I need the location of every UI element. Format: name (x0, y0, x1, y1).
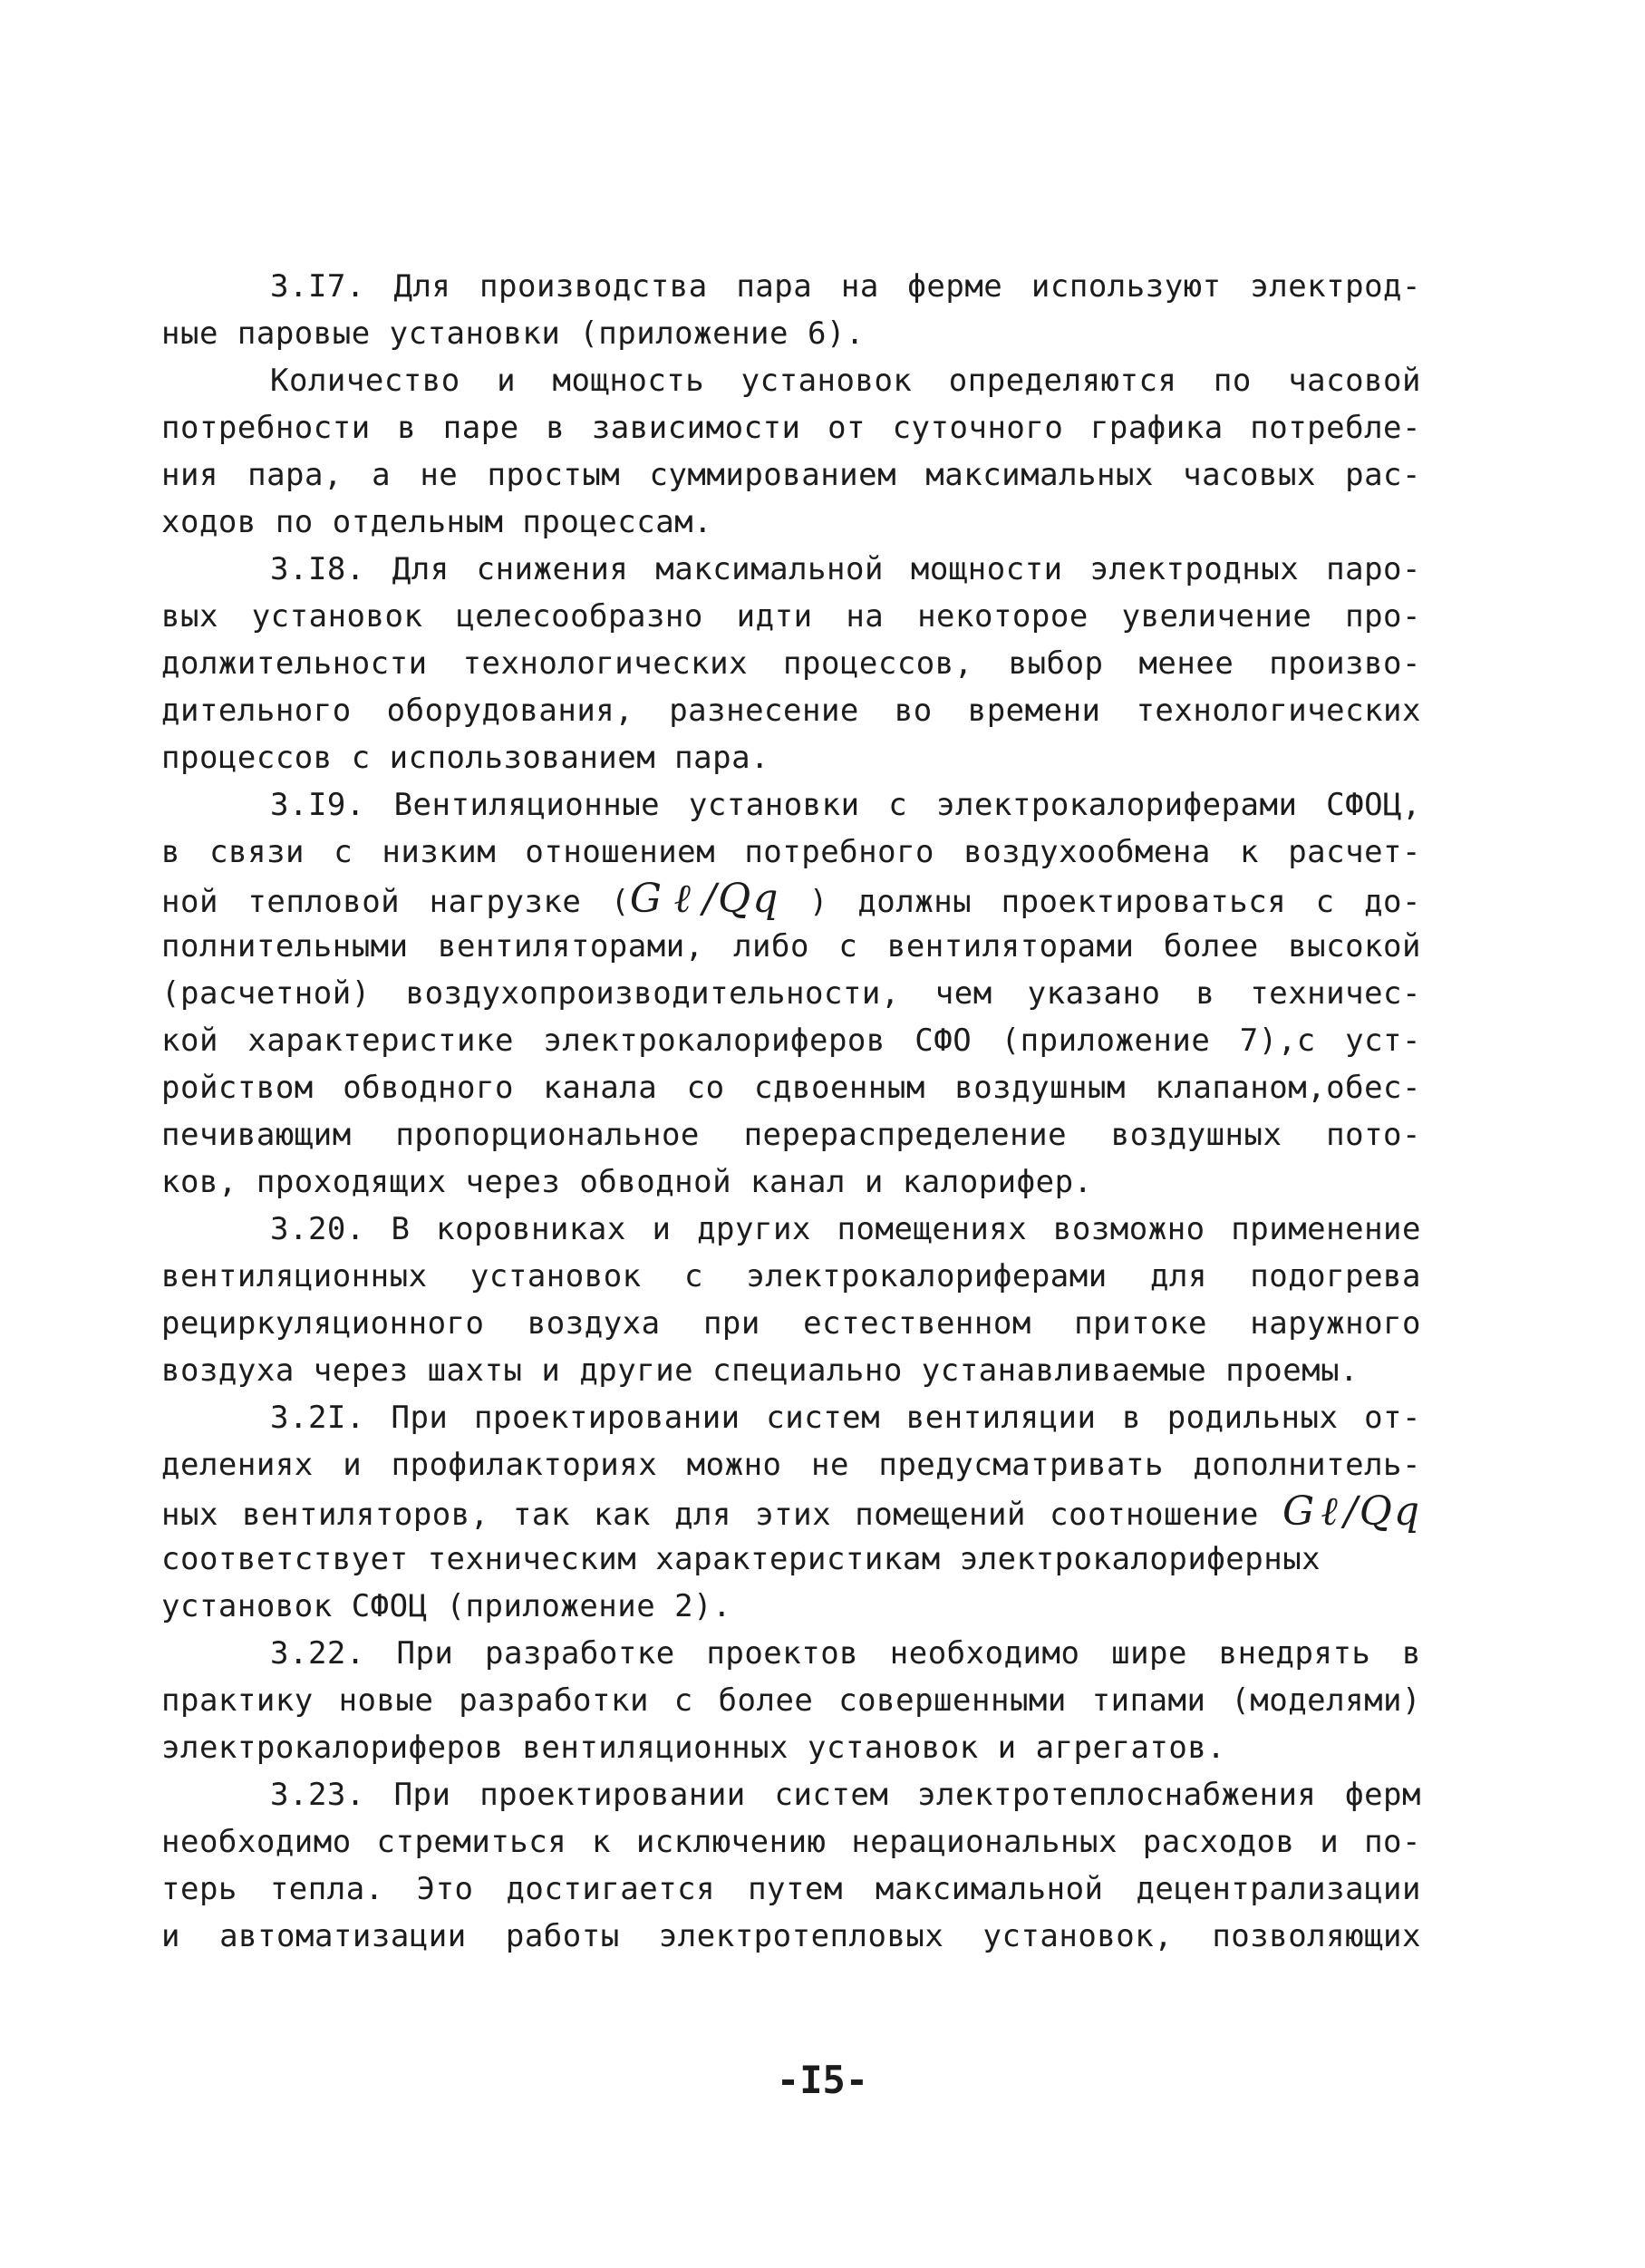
text-line-content: ходов по отдельным процессам. (161, 504, 713, 540)
text-line (161, 1158, 1421, 1206)
text-line-continuation: ) должны проектироваться с до- (779, 884, 1421, 920)
text-line (161, 546, 1421, 593)
text-line (161, 1111, 1421, 1158)
text-line-content: ные паровые установки (приложение 6). (161, 315, 865, 352)
text-line-content: ков, проходящих через обводной канал и калорифер. (161, 1164, 1093, 1200)
text-line-content: потребности в паре в зависимости от суточного графика потребле- (161, 410, 1421, 446)
text-line (161, 1300, 1421, 1347)
text-line-content: кой характеристике электрокалориферов СФО (приложение 7),с уст- (161, 1023, 1421, 1059)
text-line-content: 3.2I. При проектировании систем вентиляции в родильных от- (270, 1400, 1421, 1436)
text-line (161, 357, 1421, 404)
text-line-content: вых установок целесообразно идти на некоторое увеличение про- (161, 598, 1421, 635)
text-line (161, 263, 1421, 310)
text-line (161, 593, 1421, 640)
text-line-content: 3.I8. Для снижения максимальной мощности электродных паро- (270, 551, 1421, 587)
text-line (161, 1064, 1421, 1111)
text-line-content: ройством обводного канала со сдвоенным воздушным клапаном,обес- (161, 1070, 1421, 1106)
text-line (161, 970, 1421, 1017)
text-line-content: в связи с низким отношением потребного воздухообмена к расчет- (161, 834, 1421, 870)
text-line (161, 781, 1421, 829)
text-line (161, 1253, 1421, 1300)
text-line (161, 687, 1421, 734)
text-line-content: электрокалориферов вентиляционных установок и агрегатов. (161, 1730, 1226, 1766)
text-line (161, 1441, 1421, 1488)
text-line-content: Количество и мощность установок определяются по часовой (270, 363, 1421, 399)
text-line-content: ной тепловой нагрузке ( (161, 884, 630, 920)
text-line (161, 1488, 1421, 1536)
text-line-content: должительности технологических процессов, выбор менее произво- (161, 645, 1421, 682)
page-number: -I5- (776, 2058, 869, 2102)
text-line-content: полнительными вентиляторами, либо с вентиляторами более высокой (161, 928, 1421, 964)
text-line-content: вентиляционных установок с электрокалориферами для подогрева (161, 1258, 1421, 1294)
text-line (161, 1724, 1421, 1771)
text-line-content: воздуха через шахты и другие специально устанавливаемые проемы. (161, 1352, 1360, 1389)
text-line-content: ния пара, а не простым суммированием максимальных часовых рас- (161, 457, 1421, 493)
text-line-content: соответствует техническим характеристикам электрокалориферных (161, 1541, 1321, 1577)
text-line-content: необходимо стремиться к исключению нерациональных расходов и по- (161, 1824, 1421, 1860)
text-line (161, 1913, 1421, 1960)
text-line-content: делениях и профилакториях можно не предусматривать дополнитель- (161, 1447, 1421, 1483)
text-line (161, 923, 1421, 970)
text-line (161, 310, 1421, 357)
text-line-content: процессов с использованием пара. (161, 740, 770, 776)
text-line-content: дительного оборудования, разнесение во времени технологических (161, 693, 1421, 729)
text-line (161, 1677, 1421, 1724)
body-text (161, 263, 1421, 1960)
text-line-content: 3.22. При разработке проектов необходимо шире внедрять в (270, 1635, 1421, 1672)
text-line-content: установок СФОЦ (приложение 2). (161, 1588, 732, 1624)
text-line-content: рециркуляционного воздуха при естественном притоке наружного (161, 1305, 1421, 1342)
text-line (161, 1536, 1421, 1583)
handwritten-formula: Gℓ/Qq (629, 876, 780, 922)
text-line (161, 1630, 1421, 1677)
text-line (161, 640, 1421, 687)
text-line (161, 876, 1421, 923)
text-line (161, 829, 1421, 876)
text-line (161, 451, 1421, 499)
text-line (161, 1394, 1421, 1441)
text-line-content: ных вентиляторов, так как для этих помещений соотношение (161, 1497, 1283, 1533)
text-line-content: 3.I9. Вентиляционные установки с электрокалориферами СФОЦ, (270, 787, 1421, 823)
text-line (161, 1866, 1421, 1913)
text-line-content: печивающим пропорциональное перераспределение воздушных пото- (161, 1117, 1421, 1153)
text-line-content: терь тепла. Это достигается путем максимальной децентрализации (161, 1871, 1421, 1907)
handwritten-formula: Gℓ/Qq (1282, 1488, 1421, 1535)
text-line (161, 1206, 1421, 1253)
text-line-content: 3.23. При проектировании систем электротеплоснабжения ферм (270, 1777, 1421, 1813)
text-line-content: практику новые разработки с более совершенными типами (моделями) (161, 1682, 1421, 1719)
text-line (161, 1771, 1421, 1818)
text-line-content: 3.I7. Для производства пара на ферме используют электрод- (270, 268, 1421, 305)
text-line (161, 499, 1421, 546)
text-line (161, 1347, 1421, 1394)
text-line (161, 1818, 1421, 1866)
text-line (161, 1017, 1421, 1064)
text-line (161, 734, 1421, 781)
text-line-content: 3.20. В коровниках и других помещениях возможно применение (270, 1211, 1421, 1247)
text-line-content: и автоматизации работы электротепловых установок, позволяющих (161, 1918, 1421, 1954)
text-line (161, 404, 1421, 451)
text-line (161, 1583, 1421, 1630)
text-line-content: (расчетной) воздухопроизводительности, чем указано в техничес- (161, 975, 1421, 1012)
